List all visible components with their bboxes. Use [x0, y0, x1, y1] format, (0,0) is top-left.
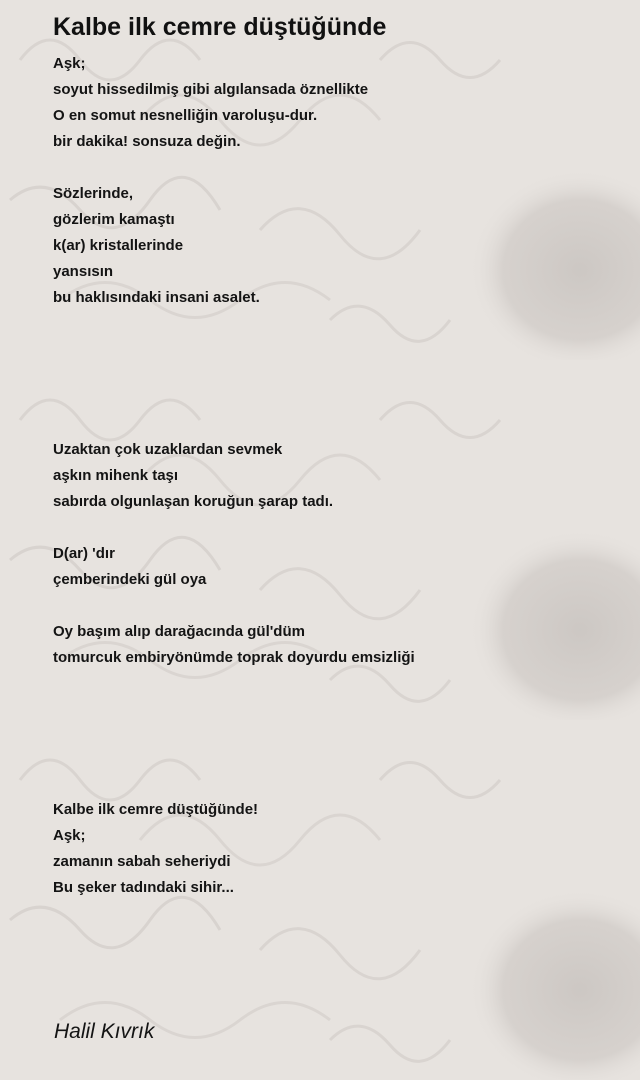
poem-line: gözlerim kamaştı — [53, 211, 175, 228]
poem-title: Kalbe ilk cemre düştüğünde — [53, 13, 387, 41]
poem-line: Uzaktan çok uzaklardan sevmek — [53, 441, 283, 458]
poem-line: Sözlerinde, — [53, 185, 134, 202]
poem-line: bir dakika! sonsuza değin. — [53, 133, 241, 150]
poem-line: Oy başım alıp darağacında gül'düm — [53, 623, 305, 640]
poem-line: Bu şeker tadındaki sihir... — [53, 879, 234, 896]
poem-line: soyut hissedilmiş gibi algılansada öznellikte — [53, 81, 369, 98]
poem-author: Halil Kıvrık — [54, 1020, 155, 1043]
poem-line: k(ar) kristallerinde — [53, 237, 184, 254]
poem-line: Aşk; — [53, 827, 86, 844]
poem-line: bu haklısındaki insani asalet. — [53, 289, 260, 306]
poem-line: aşkın mihenk taşı — [53, 467, 179, 484]
poem-line: sabırda olgunlaşan koruğun şarap tadı. — [53, 493, 334, 510]
poem-line: Kalbe ilk cemre düştüğünde! — [53, 801, 259, 818]
poem-line: Aşk; — [53, 55, 86, 72]
poem-line: D(ar) 'dır — [53, 545, 115, 562]
poem-line: tomurcuk embiryönümde toprak doyurdu emsizliği — [53, 649, 415, 666]
poem-line: çemberindeki gül oya — [53, 571, 207, 588]
poem-line: O en somut nesnelliğin varoluşu-dur. — [53, 107, 318, 124]
poem-line: zamanın sabah seheriydi — [53, 853, 231, 870]
poem-line: yansısın — [53, 263, 114, 280]
